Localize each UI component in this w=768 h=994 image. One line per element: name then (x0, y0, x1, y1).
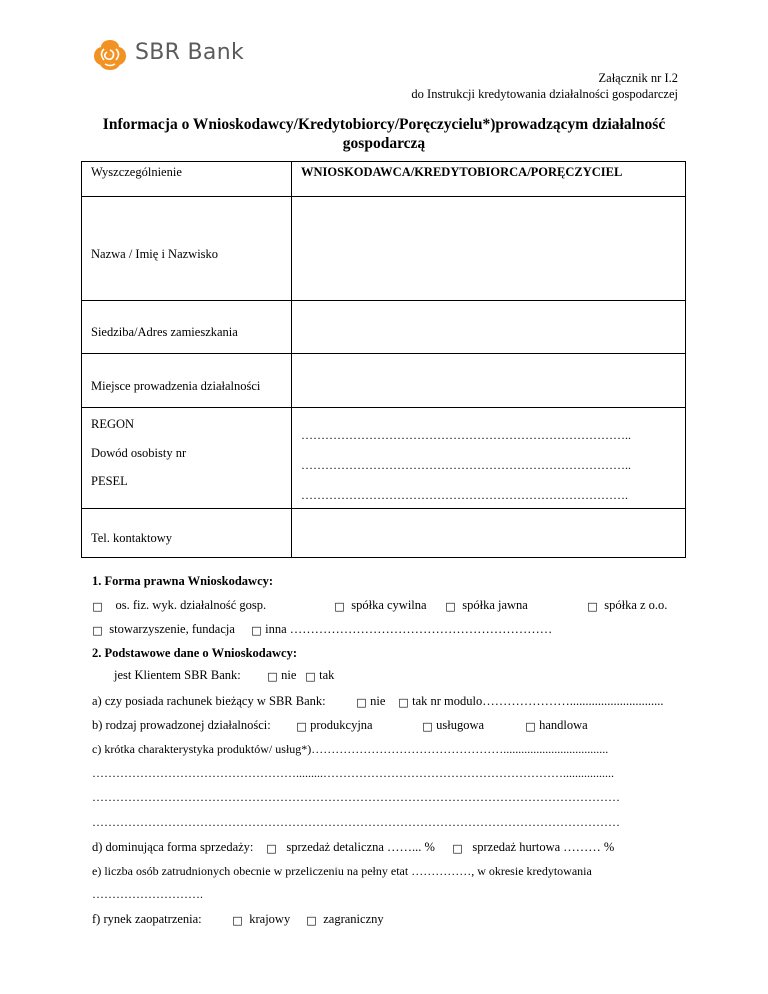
table-header-row (82, 162, 686, 197)
option-label: spółka cywilna (351, 598, 427, 612)
account-question: a) czy posiada rachunek bieżący w SBR Bank: (92, 694, 326, 708)
option-label: nie (281, 668, 297, 682)
checkbox-icon[interactable] (334, 601, 345, 612)
account-option-yes[interactable] (398, 694, 664, 709)
name-value-cell[interactable] (292, 197, 686, 301)
client-option-yes[interactable] (305, 668, 334, 683)
checkbox-icon[interactable] (92, 601, 103, 612)
option-label: zagraniczny (323, 912, 384, 926)
option-label: krajowy (249, 912, 291, 926)
checkbox-icon[interactable] (422, 721, 433, 732)
option-label: inna ……………………………………………………… (265, 622, 553, 636)
products-description-line-1[interactable]: …………………………………………….........……………………………………………………................. (92, 766, 614, 780)
regon-label: REGON (91, 417, 135, 431)
place-label: Miejsce prowadzenia działalności (91, 379, 261, 393)
sales-option-retail[interactable] (266, 840, 435, 855)
activity-option-service[interactable] (422, 718, 484, 733)
employees-line-2[interactable]: ………………………. (92, 887, 203, 901)
products-description-label: c) krótka charakterystyka produktów/ usług*)…………………………………………................................... (92, 742, 609, 756)
col1-header: Wyszczególnienie (91, 165, 182, 179)
option-label: spółka jawna (462, 598, 528, 612)
annex-number: Załącznik nr I.2 (598, 71, 678, 85)
option-label: sprzedaż hurtowa ……… % (472, 840, 615, 854)
checkbox-icon[interactable] (267, 671, 278, 682)
activity-option-trade[interactable] (525, 718, 588, 733)
checkbox-icon[interactable] (266, 843, 277, 854)
checkbox-icon[interactable] (92, 625, 103, 636)
option-label: nie (370, 694, 386, 708)
supply-market-label: f) rynek zaopatrzenia: (92, 912, 202, 926)
applicant-table (81, 161, 686, 558)
account-option-no[interactable] (356, 694, 385, 709)
checkbox-icon[interactable] (398, 697, 409, 708)
client-label: jest Klientem SBR Bank: (114, 668, 241, 682)
legal-form-option-individual[interactable] (92, 598, 266, 613)
legal-form-option-association[interactable] (92, 622, 235, 637)
name-label: Nazwa / Imię i Nazwisko (91, 247, 219, 261)
section1-heading: 1. Forma prawna Wnioskodawcy: (92, 574, 274, 588)
option-label: tak (319, 668, 335, 682)
section2-heading: 2. Podstawowe dane o Wnioskodawcy: (92, 646, 297, 660)
checkbox-icon[interactable] (232, 915, 243, 926)
annex-reference (411, 70, 678, 102)
checkbox-icon[interactable] (306, 915, 317, 926)
regon-dots: ……………………………………………………………………….. (301, 428, 631, 442)
activity-option-production[interactable] (296, 718, 373, 733)
option-label: spółka z o.o. (604, 598, 668, 612)
products-description-line-2[interactable]: …………………………………………………………………………………………………………………… (92, 790, 620, 804)
col2-header: WNIOSKODAWCA/KREDYTOBIORCA/PORĘCZYCIEL (301, 165, 623, 179)
ids-value-cell[interactable] (292, 408, 686, 509)
sales-option-wholesale[interactable] (452, 840, 614, 855)
activity-type-label: b) rodzaj prowadzonej działalności: (92, 718, 271, 732)
table-row-ids (82, 408, 686, 509)
option-label: stowarzyszenie, fundacja (109, 622, 235, 636)
rose-logo-icon (92, 37, 128, 73)
legal-form-option-other[interactable] (251, 622, 552, 637)
id-card-dots: ……………………………………………………………………….. (301, 458, 631, 472)
legal-form-option-general[interactable] (445, 598, 528, 613)
phone-label: Tel. kontaktowy (91, 531, 173, 545)
title-line-1: Informacja o Wnioskodawcy/Kredytobiorcy/Poręczycielu*)prowadzącym działalność (102, 116, 666, 133)
pesel-label: PESEL (91, 474, 128, 488)
bank-name: SBR Bank (135, 40, 244, 65)
header-cell-description (82, 162, 292, 197)
legal-form-option-civil[interactable] (334, 598, 427, 613)
checkbox-icon[interactable] (305, 671, 316, 682)
table-row-address (82, 301, 686, 354)
annex-instruction: do Instrukcji kredytowania działalności gospodarczej (411, 87, 678, 101)
option-label: produkcyjna (310, 718, 373, 732)
legal-form-option-llc[interactable] (587, 598, 667, 613)
id-card-label: Dowód osobisty nr (91, 446, 187, 460)
pesel-dots: ………………………………………………………………………. (301, 488, 628, 502)
employees-line: e) liczba osób zatrudnionych obecnie w przeliczeniu na pełny etat ……………, w okresie kredytowania (92, 864, 592, 878)
option-label: usługowa (436, 718, 485, 732)
header-cell-applicant (292, 162, 686, 197)
checkbox-icon[interactable] (356, 697, 367, 708)
address-value-cell[interactable] (292, 301, 686, 354)
checkbox-icon[interactable] (445, 601, 456, 612)
products-description-line-3[interactable]: …………………………………………………………………………………………………………………… (92, 815, 620, 829)
document-title (92, 115, 676, 153)
table-row-name (82, 197, 686, 301)
checkbox-icon[interactable] (452, 843, 463, 854)
address-label: Siedziba/Adres zamieszkania (91, 325, 238, 339)
client-option-no[interactable] (267, 668, 296, 683)
sales-form-label: d) dominująca forma sprzedaży: (92, 840, 254, 854)
table-row-phone (82, 509, 686, 558)
option-label: handlowa (539, 718, 588, 732)
bank-logo (92, 37, 262, 73)
checkbox-icon[interactable] (525, 721, 536, 732)
phone-value-cell[interactable] (292, 509, 686, 558)
place-value-cell[interactable] (292, 354, 686, 408)
table-row-place (82, 354, 686, 408)
option-label: tak nr modulo………………….............................. (412, 694, 664, 708)
option-label: sprzedaż detaliczna ……... % (286, 840, 435, 854)
supply-option-foreign[interactable] (306, 912, 384, 927)
title-line-2: gospodarczą (342, 135, 426, 152)
checkbox-icon[interactable] (251, 625, 262, 636)
option-label: os. fiz. wyk. działalność gosp. (115, 598, 267, 612)
supply-option-domestic[interactable] (232, 912, 290, 927)
checkbox-icon[interactable] (296, 721, 307, 732)
checkbox-icon[interactable] (587, 601, 598, 612)
